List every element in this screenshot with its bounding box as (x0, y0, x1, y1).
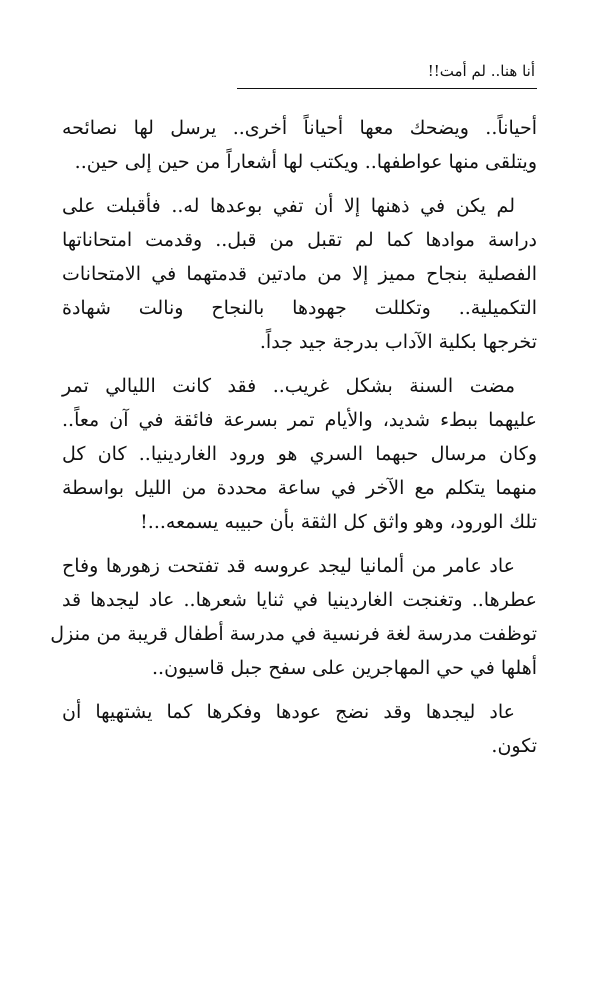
text-line: تلك الورود، وهو واثق كل الثقة بأن حبيبه يسمعه...! (140, 511, 537, 533)
text-line: توظفت مدرسة لغة فرنسية في مدرسة أطفال قريبة من منزل (50, 623, 537, 645)
text-line: تخرجها بكلية الآداب بدرجة جيد جداً. (259, 331, 537, 353)
paragraph-2 (62, 189, 537, 359)
book-page (50, 60, 537, 980)
paragraph-3 (62, 369, 537, 539)
text-line: تكون. (491, 735, 537, 757)
text-line: وكان مرسال حبهما السري هو ورود الغاردينيا.. كان كل (62, 443, 537, 465)
body-text (50, 111, 537, 763)
running-header: أنا هنا.. لم أمت!! (427, 62, 535, 80)
text-line: دراسة موادها كما لم تقبل من قبل.. وقدمت امتحاناتها (62, 229, 537, 251)
paragraph-5 (62, 695, 537, 763)
text-line: عاد عامر من ألمانيا ليجد عروسه قد تفتحت زهورها وفاح (62, 555, 515, 577)
text-line: عليهما ببطء شديد، والأيام تمر بسرعة فائقة في آن معاً.. (62, 409, 537, 431)
text-line: الفصلية بنجاح مميز إلا من مادتين قدمتهما في الامتحانات (62, 263, 537, 285)
text-line: أهلها في حي المهاجرين على سفح جبل قاسيون.. (152, 657, 537, 679)
paragraph-1 (62, 111, 537, 179)
text-line: منهما يتكلم مع الآخر في ساعة محددة من الليل بواسطة (62, 477, 537, 499)
text-line: مضت السنة بشكل غريب.. فقد كانت الليالي تمر (62, 375, 515, 397)
paragraph-4 (50, 549, 537, 685)
text-line: ويتلقى منها عواطفها.. ويكتب لها أشعاراً من حين إلى حين.. (74, 151, 537, 173)
text-line: أحياناً.. ويضحك معها أحياناً أخرى.. يرسل لها نصائحه (62, 117, 537, 139)
text-line: التكميلية.. وتكللت جهودها بالنجاح ونالت شهادة (62, 297, 537, 319)
text-line: عطرها.. وتغنجت الغاردينيا في ثنايا شعرها.. عاد ليجدها قد (62, 589, 537, 611)
text-line: عاد ليجدها وقد نضج عودها وفكرها كما يشتهيها أن (62, 701, 515, 723)
header-divider (237, 88, 537, 89)
text-line: لم يكن في ذهنها إلا أن تفي بوعدها له.. فأقبلت على (62, 195, 515, 217)
